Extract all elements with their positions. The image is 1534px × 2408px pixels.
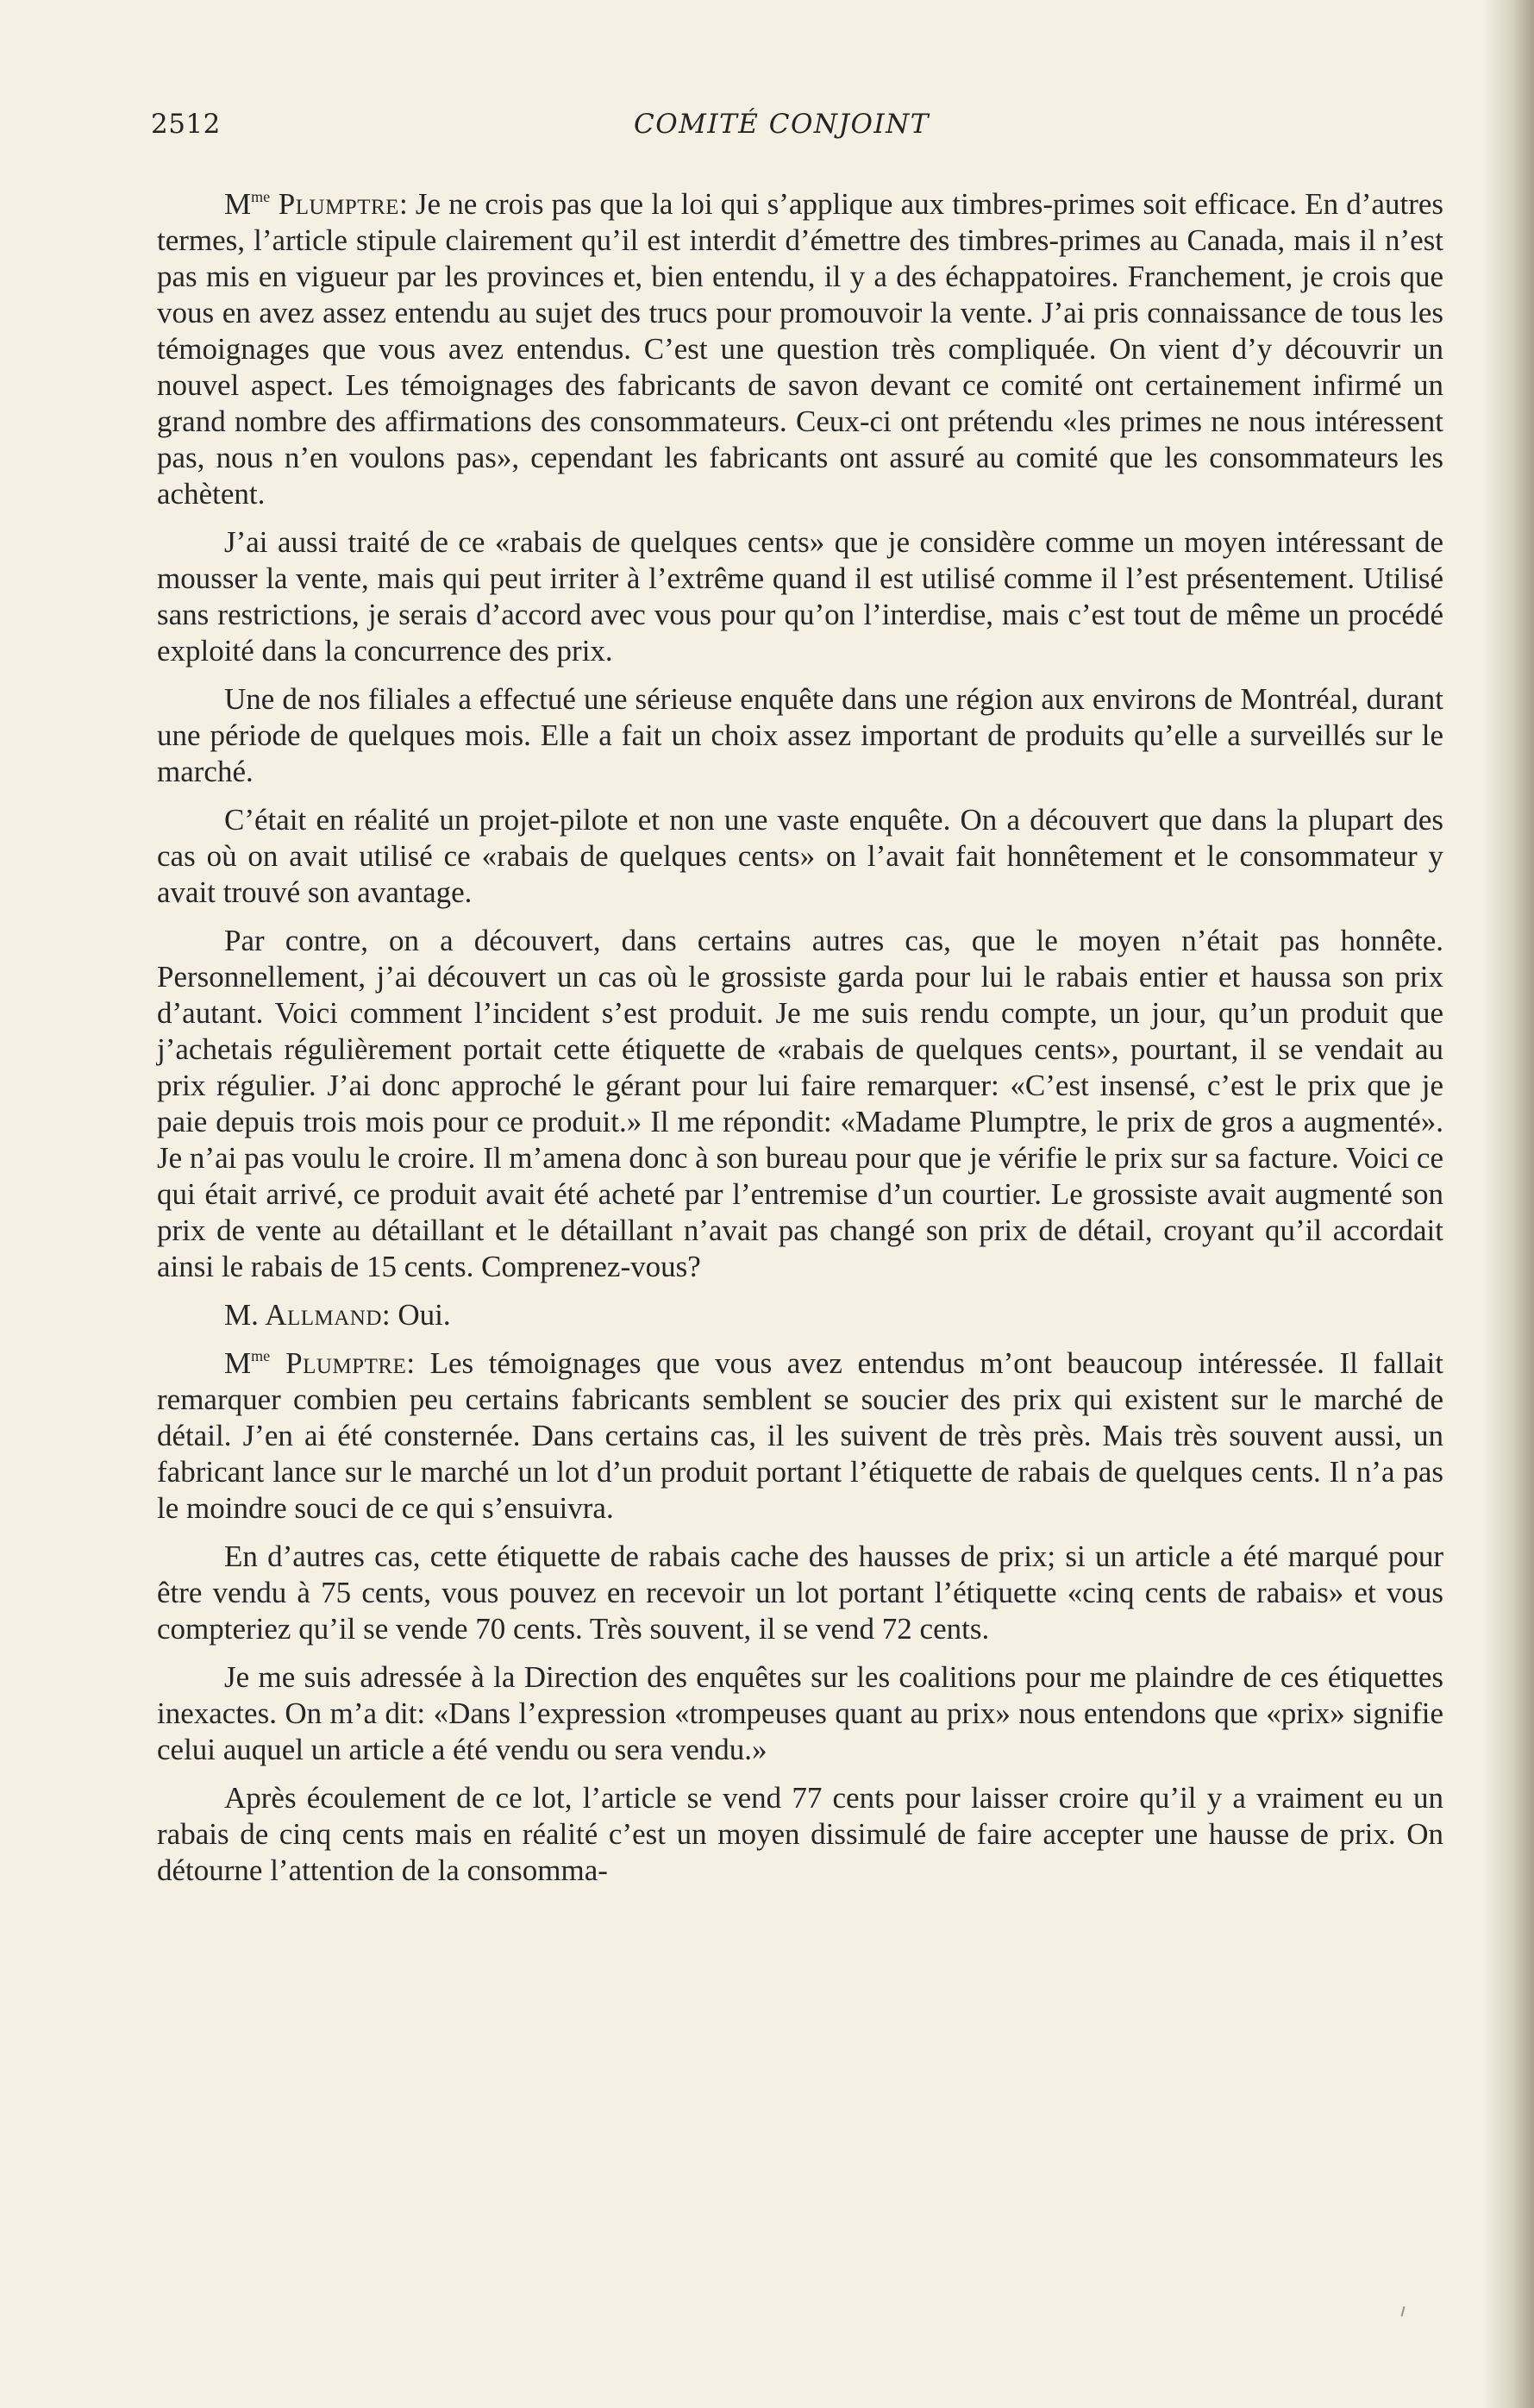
speaker-prefix: M. [224,1298,259,1332]
speaker-name: Allmand [258,1298,382,1332]
paragraph-text: : Je ne crois pas que la loi qui s’applique aux timbres-primes soit efficace. En d’autres termes, l’article stipule clairement qu’il est interdit d’émettre des timbres-primes au Canada, mais il n’est pas mis en vigueur par les provinces et, bien entendu, il y a des échappatoires. Franchement, je crois que vous en avez assez entendu au sujet des trucs pour promouvoir la vente. J’ai pris connaissance de tous les témoignages que vous avez entendus. C’est une question très compliquée. On vient d’y découvrir un nouvel aspect. Les témoignages des fabricants de savon devant ce comité ont certainement infirmé un grand nombre des affirmations des consommateurs. Ceux-ci ont prétendu «les primes ne nous intéressent pas, nous n’en voulons pas», cependant les fabricants ont assuré au comité que les consommateurs les achètent. [157,187,1444,511]
scan-mark [1400,2306,1405,2317]
speaker-superscript: me [251,1347,271,1364]
page-spine-shadow [1482,0,1534,2408]
page-header [151,109,1440,154]
paragraph-projet-pilote: C’était en réalité un projet-pilote et non une vaste enquête. On a découvert que dans la plupart des cas où on avait utilisé ce «rabais de quelques cents» on l’avait fait honnêtement et le consommateur y avait trouvé son avantage. [157,803,1443,909]
paragraph-incident: Par contre, on a découvert, dans certains autres cas, que le moyen n’était pas honnête. Personnellement, j’ai découvert un cas où le grossiste garda pour lui le rabais entier et haussa son prix d’autant. Voici comment l’incident s’est produit. Je me suis rendu compte, un jour, qu’un produit que j’achetais régulièrement portait cette étiquette de «rabais de quelques cents», pourtant, il se vendait au prix régulier. J’ai donc approché le gérant pour lui faire remarquer: «C’est insensé, c’est le prix que je paie depuis trois mois pour ce produit.» Il me répondit: «Madame Plumptre, le prix de gros a augmenté». Je n’ai pas voulu le croire. Il m’amena donc à son bureau pour que je vérifie le prix sur sa facture. Voici ce qui était arrivé, ce produit avait été acheté par l’entremise d’un courtier. Le grossiste avait augmenté son prix de vente au détaillant et le détaillant n’avait pas changé son prix de détail, croyant qu’il accordait ainsi le rabais de 15 cents. Comprenez-vous? [157,924,1443,1283]
paragraph-allmand [157,1297,1443,1333]
paragraph-text: : Oui. [381,1298,451,1332]
paragraph-filiales: Une de nos filiales a effectué une sérieuse enquête dans une région aux environs de Montréal, durant une période de quelques mois. Elle a fait un choix assez important de produits qu’elle a surveillés sur le marché. [157,682,1443,788]
speaker-prefix: M [224,187,252,221]
speaker-name: Plumptre [270,1346,407,1380]
paragraph-text: : Les témoignages que vous avez entendus m’ont beaucoup intéressée. Il fallait remarquer combien peu certains fabricants semblent se soucier des prix qui existent sur le marché de détail. J’en ai été consternée. Dans certains cas, il les suivent de très près. Mais très souvent aussi, un fabricant lance sur le marché un lot d’un produit portant l’étiquette de rabais de quelques cents. Il n’a pas le moindre souci de ce qui s’ensuivra. [157,1346,1443,1525]
paragraph-plumptre-2 [157,1345,1443,1527]
speaker-superscript: me [251,188,271,205]
paragraph-hausses: En d’autres cas, cette étiquette de rabais cache des hausses de prix; si un article a été marqué pour être vendu à 75 cents, vous pouvez en recevoir un lot portant l’étiquette «cinq cents de rabais» et vous compteriez qu’il se vende 70 cents. Très souvent, il se vend 72 cents. [157,1539,1443,1646]
paragraph-direction-enquetes: Je me suis adressée à la Direction des enquêtes sur les coalitions pour me plaindre de ces étiquettes inexactes. On m’a dit: «Dans l’expression «trompeuses quant au prix» nous entendons que «prix» signifie celui auquel un article a été vendu ou sera vendu.» [157,1660,1443,1766]
running-title: COMITÉ CONJOINT [634,109,930,140]
paragraph-plumptre-1 [157,186,1443,512]
paragraph-rabais: J’ai aussi traité de ce «rabais de quelques cents» que je considère comme un moyen intéressant de mousser la vente, mais qui peut irriter à l’extrême quand il est utilisé comme il l’est présentement. Utilisé sans restrictions, je serais d’accord avec vous pour qu’on l’interdise, mais c’est tout de même un procédé exploité dans la concurrence des prix. [157,525,1443,668]
paragraph-ecoulement: Après écoulement de ce lot, l’article se vend 77 cents pour laisser croire qu’il y a vraiment eu un rabais de cinq cents mais en réalité c’est un moyen dissimulé de faire accepter une hausse de prix. On détourne l’attention de la consomma- [157,1781,1443,1887]
page-number: 2512 [151,109,221,140]
body-text [157,186,1443,1889]
speaker-prefix: M [224,1346,252,1380]
speaker-name: Plumptre [270,187,399,221]
